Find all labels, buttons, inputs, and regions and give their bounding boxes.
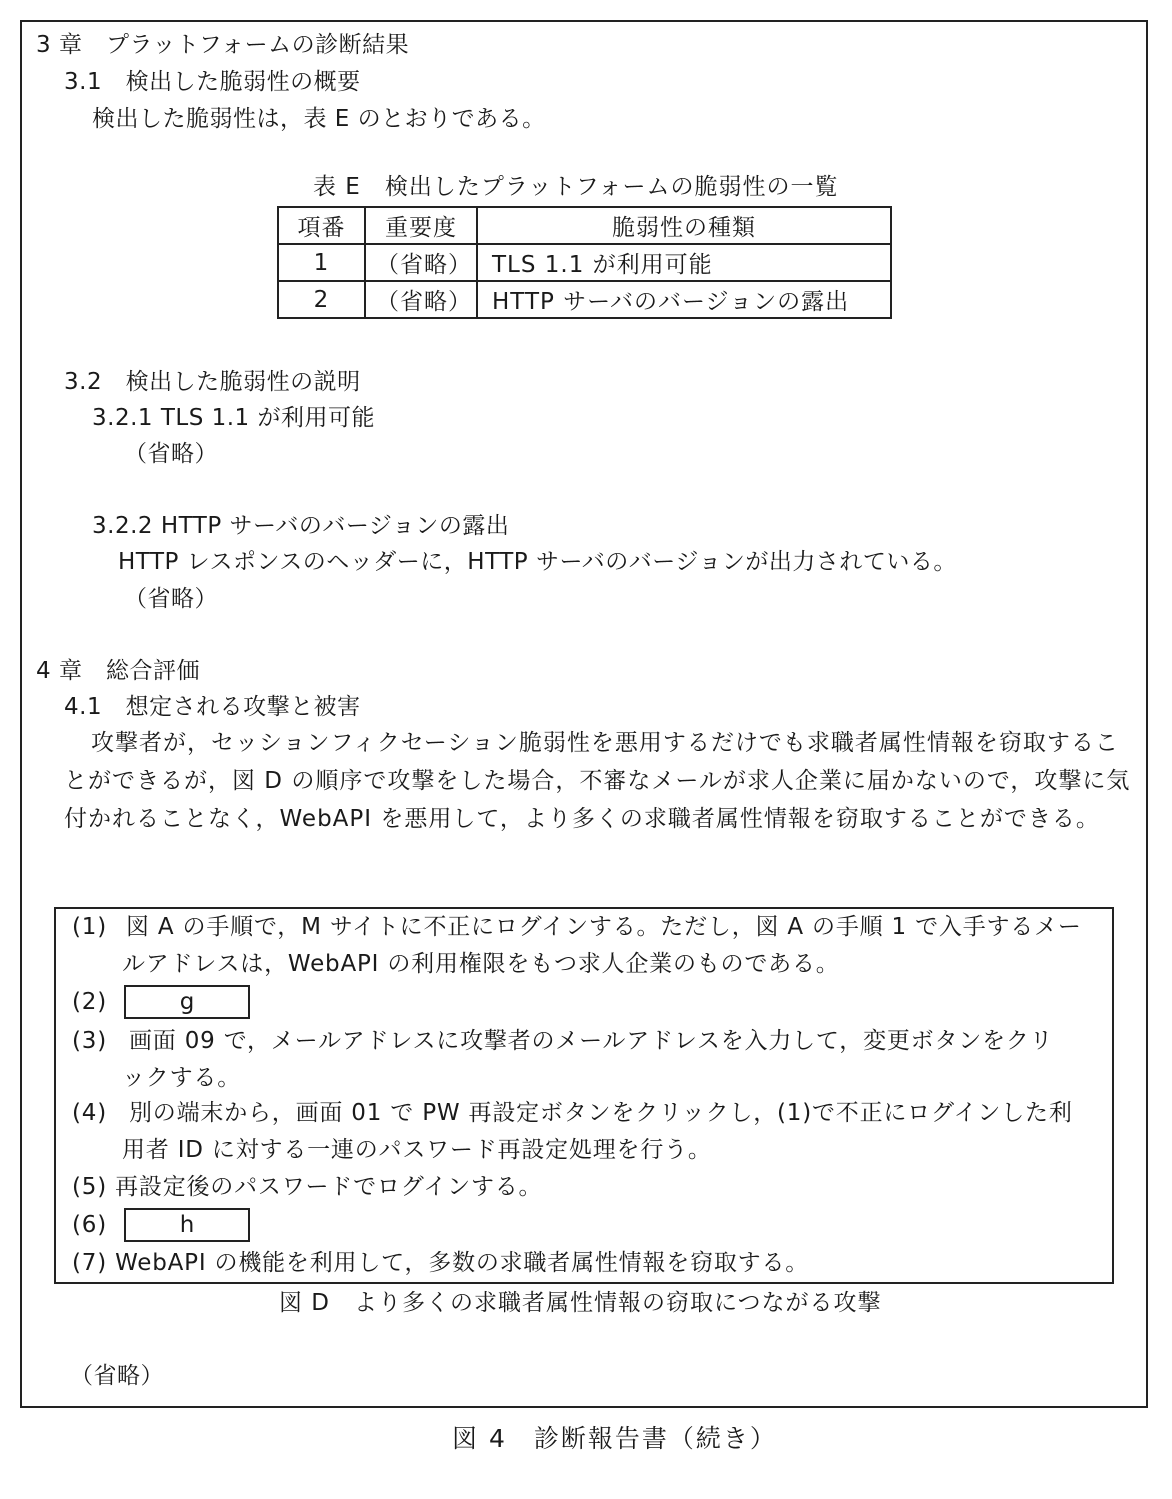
step-4-line1: 別の端末から，画面 01 で PW 再設定ボタンをクリックし，(1)で不正にログインした利 bbox=[129, 1100, 1073, 1126]
section-3-1-text: 検出した脆弱性は，表 E のとおりである。 bbox=[92, 106, 546, 132]
table-row bbox=[278, 244, 891, 281]
vulnerability-table bbox=[277, 206, 892, 319]
section-3-2-2-title: 3.2.2 HTTP サーバのバージョンの露出 bbox=[92, 513, 510, 539]
col-header-type: 脆弱性の種類 bbox=[477, 207, 891, 244]
table-cell-number: 1 bbox=[278, 244, 365, 281]
step-1-line1: 図 A の手順で，M サイトに不正にログインする。ただし，図 A の手順 1 で入手するメー bbox=[126, 914, 1082, 940]
section-4-1-paragraph-text: 攻撃者が，セッションフィクセーション脆弱性を悪用するだけでも求職者属性情報を窃取することができるが，図 D の順序で攻撃をした場合，不審なメールが求人企業に届かないので，攻撃に気付かれることなく，WebAPI を悪用して，より多くの求職者属性情報を窃取することができる。 bbox=[64, 730, 1131, 832]
chapter3-title: 3 章 プラットフォームの診断結果 bbox=[36, 32, 410, 58]
figure-4-caption: 図 4 診断報告書（続き） bbox=[452, 1424, 777, 1453]
section-3-2-1-body: （省略） bbox=[124, 441, 218, 467]
step-6-number: (6) bbox=[72, 1212, 107, 1238]
section-3-1-title: 3.1 検出した脆弱性の概要 bbox=[64, 69, 361, 95]
table-row bbox=[278, 281, 891, 318]
step-3-number: (3) bbox=[72, 1028, 107, 1054]
table-header-row bbox=[278, 207, 891, 244]
step-4-number: (4) bbox=[72, 1100, 107, 1126]
step-2-number: (2) bbox=[72, 989, 107, 1015]
step-4-line2: 用者 ID に対する一連のパスワード再設定処理を行う。 bbox=[122, 1137, 712, 1163]
chapter4-title: 4 章 総合評価 bbox=[36, 658, 200, 684]
section-3-2-title: 3.2 検出した脆弱性の説明 bbox=[64, 369, 361, 395]
col-header-severity: 重要度 bbox=[365, 207, 477, 244]
step-7: (7) WebAPI の機能を利用して，多数の求職者属性情報を窃取する。 bbox=[72, 1250, 810, 1276]
figure-d-caption: 図 D より多くの求職者属性情報の窃取につながる攻撃 bbox=[279, 1290, 882, 1316]
section-4-1-paragraph bbox=[64, 724, 1134, 838]
chapter4-end-body: （省略） bbox=[70, 1363, 164, 1389]
table-cell-severity: （省略） bbox=[365, 244, 477, 281]
step-1-line2: ルアドレスは，WebAPI の利用権限をもつ求人企業のものである。 bbox=[122, 951, 840, 977]
step-1-number: (1) bbox=[72, 914, 107, 940]
section-4-1-title: 4.1 想定される攻撃と被害 bbox=[64, 694, 361, 720]
col-header-number: 項番 bbox=[278, 207, 365, 244]
table-cell-type: HTTP サーバのバージョンの露出 bbox=[477, 281, 891, 318]
table-e-caption: 表 E 検出したプラットフォームの脆弱性の一覧 bbox=[313, 174, 839, 200]
step-3-line1: 画面 09 で，メールアドレスに攻撃者のメールアドレスを入力して，変更ボタンをクリ bbox=[129, 1028, 1054, 1054]
section-3-2-1-title: 3.2.1 TLS 1.1 が利用可能 bbox=[92, 405, 375, 431]
step-3-line2: ックする。 bbox=[122, 1065, 241, 1091]
table-cell-type: TLS 1.1 が利用可能 bbox=[477, 244, 891, 281]
section-3-2-2-text: HTTP レスポンスのヘッダーに，HTTP サーバのバージョンが出力されている。 bbox=[118, 549, 957, 575]
table-cell-severity: （省略） bbox=[365, 281, 477, 318]
blank-g: g bbox=[124, 985, 250, 1019]
table-cell-number: 2 bbox=[278, 281, 365, 318]
section-3-2-2-body: （省略） bbox=[124, 586, 218, 612]
blank-h: h bbox=[124, 1208, 250, 1242]
step-5: (5) 再設定後のパスワードでログインする。 bbox=[72, 1174, 543, 1200]
